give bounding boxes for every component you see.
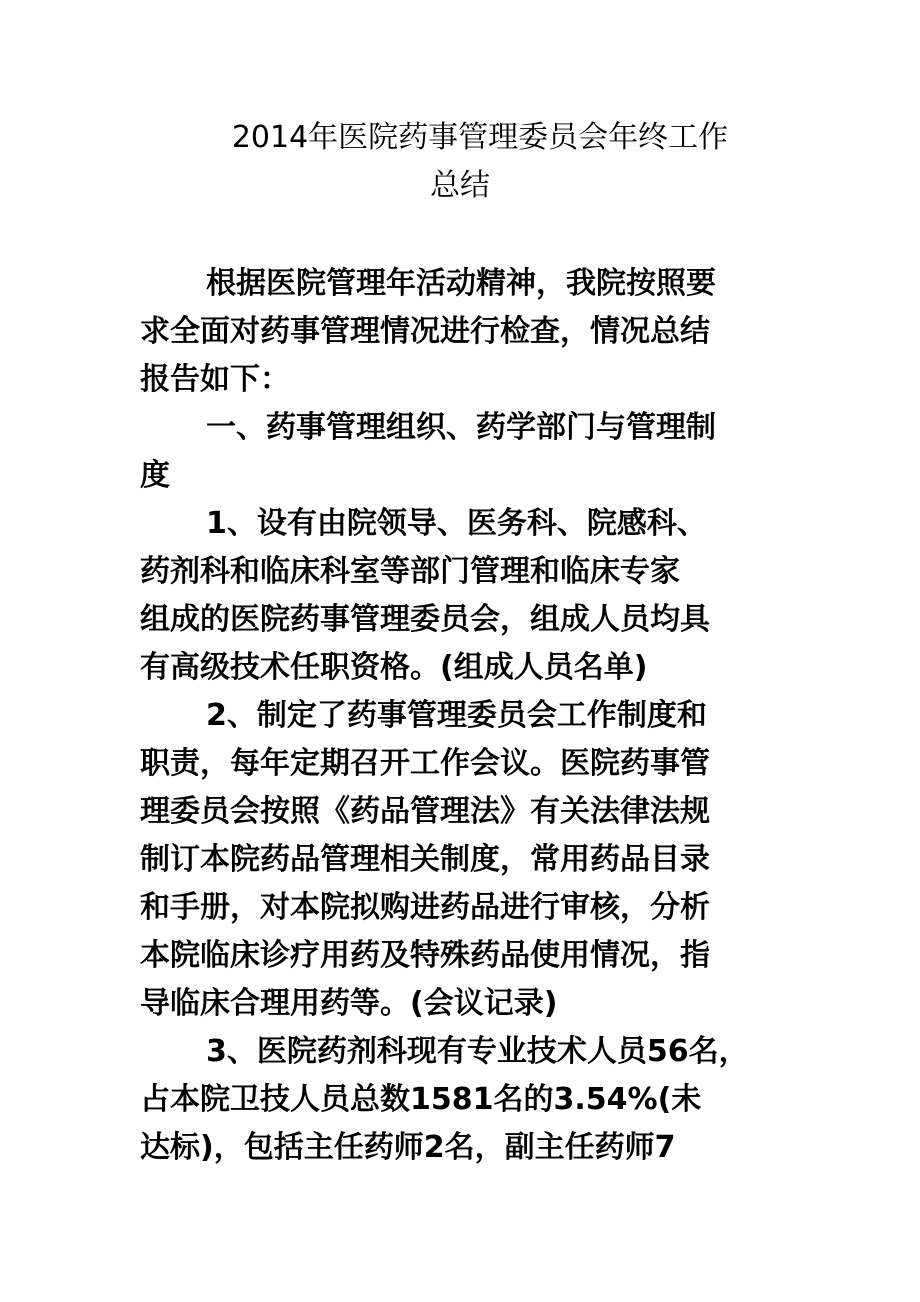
paragraph-line: 制订本院药品管理相关制度，常用药品目录	[140, 842, 710, 877]
paragraph-line: 根据医院管理年活动精神，我院按照要	[206, 266, 716, 301]
paragraph-line: 2、制定了药事管理委员会工作制度和	[206, 698, 707, 733]
paragraph-line: 报告如下：	[140, 362, 290, 397]
paragraph-line: 药剂科和临床科室等部门管理和临床专家	[140, 554, 680, 589]
section-heading-line: 度	[140, 458, 170, 493]
section-heading-line: 一、药事管理组织、药学部门与管理制	[206, 410, 716, 445]
paragraph-line: 理委员会按照《药品管理法》有关法律法规	[140, 794, 710, 829]
paragraph-line: 和手册，对本院拟购进药品进行审核，分析	[140, 890, 710, 925]
document-title-line-2: 总结	[430, 168, 490, 203]
paragraph-line: 3、医院药剂科现有专业技术人员56名，	[206, 1034, 749, 1069]
paragraph-line: 组成的医院药事管理委员会，组成人员均具	[140, 602, 710, 637]
document-title-line-1: 2014年医院药事管理委员会年终工作	[231, 120, 729, 155]
paragraph-line: 导临床合理用药等。(会议记录)	[140, 986, 558, 1021]
paragraph-line: 求全面对药事管理情况进行检查，情况总结	[140, 314, 710, 349]
paragraph-line: 占本院卫技人员总数1581名的3.54%(未	[140, 1082, 702, 1117]
paragraph-line: 1、设有由院领导、医务科、院感科、	[206, 506, 707, 541]
paragraph-line: 职责，每年定期召开工作会议。医院药事管	[140, 746, 710, 781]
paragraph-line: 有高级技术任职资格。(组成人员名单)	[140, 650, 648, 685]
paragraph-line: 本院临床诊疗用药及特殊药品使用情况，指	[140, 938, 710, 973]
paragraph-line: 达标)，包括主任药师2名，副主任药师7	[140, 1130, 676, 1165]
